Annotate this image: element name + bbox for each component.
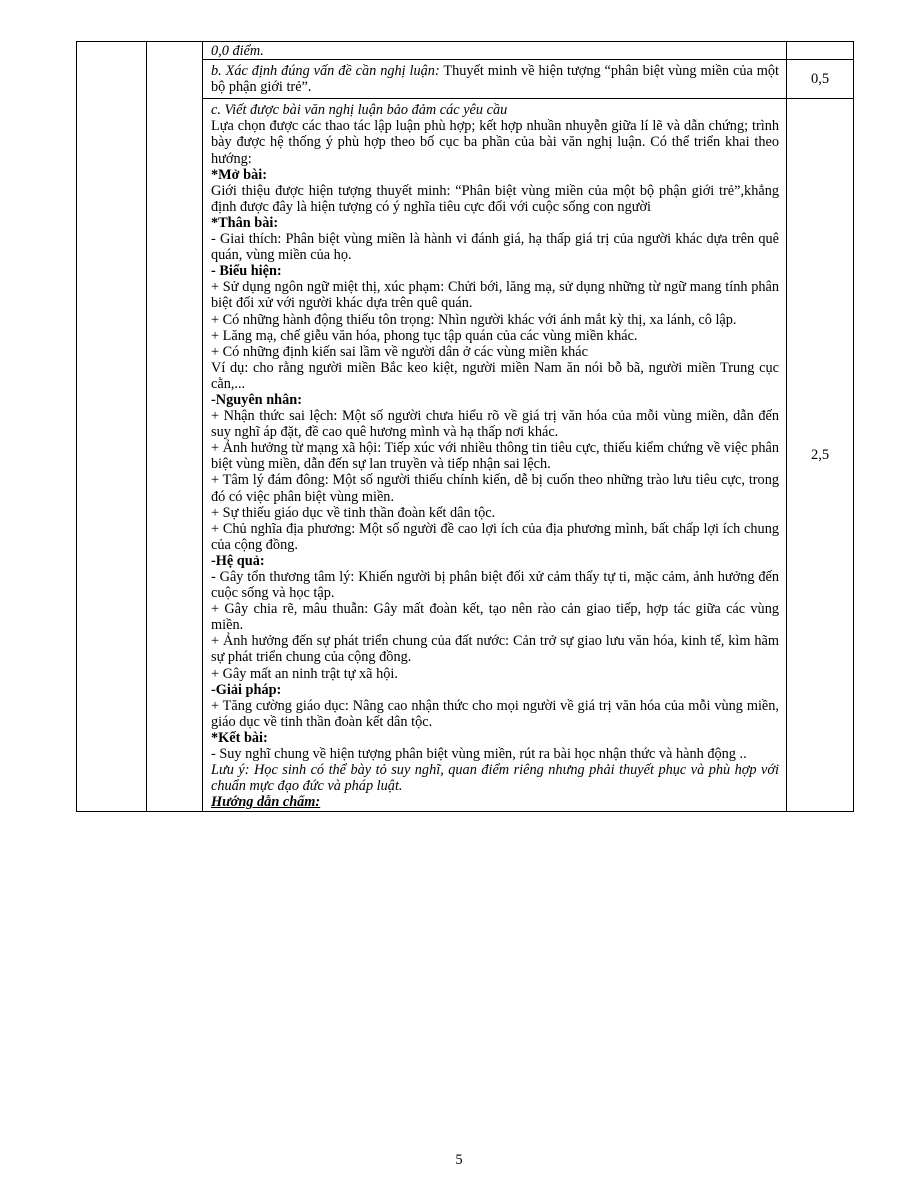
requirement-b-label: b. Xác định đúng vấn đề cần nghị luận: [211,63,440,80]
content-line: - Gây tổn thương tâm lý: Khiến người bị phân biệt đối xử cảm thấy tự ti, mặc cảm, ảnh hưởng đến cuộc sống và học tập. [211,569,779,602]
content-line: Hướng dẫn chấm: [211,794,321,811]
content-line: Giới thiệu được hiện tượng thuyết minh: “Phân biệt vùng miền của một bộ phận giới trẻ”,khẳng định được đây là hiện tượng có ý nghĩa tiêu cực đối với cuộc sống con người [211,182,779,215]
content-cell [203,42,787,60]
content-line: - Suy nghĩ chung về hiện tượng phân biệt vùng miền, rút ra bài học nhận thức và hành động .. [211,746,747,763]
section-cell [147,42,203,812]
content-cell [203,99,787,812]
content-line: + Gây mất an ninh trật tự xã hội. [211,665,398,682]
answer-key-table-wrapper [76,41,853,812]
requirement-b [211,63,779,95]
score-note: 0,0 điểm. [211,43,264,59]
content-line: + Có những định kiến sai lầm về người dân ở các vùng miền khác [211,343,588,360]
requirement-c-body [203,99,786,811]
page-number: 5 [455,1152,463,1168]
requirement-b-text: Thuyết minh về hiện tượng “phân biệt vùng miền của một bộ phận giới trẻ”. [211,63,780,96]
content-line: + Ảnh hưởng đến sự phát triển chung của đất nước: Cản trở sự giao lưu văn hóa, kinh tế, kìm hãm sự phát triển chung của cộng đồng. [211,633,779,666]
content-line: *Mở bài: [211,166,267,183]
content-line: Ví dụ: cho rằng người miền Bắc keo kiệt, người miền Nam ăn nói bỗ bã, người miền Trung cục cằn,... [211,359,779,392]
table-row [77,42,854,60]
content-line: -Hệ quả: [211,552,265,569]
content-line: + Gây chia rẽ, mâu thuẫn: Gây mất đoàn kết, tạo nên rào cản giao tiếp, hợp tác giữa các vùng miền. [211,601,779,634]
content-line: + Ảnh hưởng từ mạng xã hội: Tiếp xúc với nhiều thông tin tiêu cực, thiếu kiểm chứng về việc phân biệt vùng miền, dẫn đến sự lan truyền và tiếp nhận sai lệch. [211,440,779,473]
score-cell [787,42,854,60]
score-cell: 2,5 [787,99,854,812]
content-line: c. Viết được bài văn nghị luận bảo đảm các yêu cầu [211,102,508,119]
content-line: + Sự thiếu giáo dục về tinh thần đoàn kết dân tộc. [211,504,496,521]
question-cell [77,42,147,812]
content-line: Lựa chọn được các thao tác lập luận phù hợp; kết hợp nhuần nhuyễn giữa lí lẽ và dẫn chứng; trình bày được hệ thống ý phù hợp theo bố cục ba phần của bài văn nghị luận. Có thể triển khai theo hướng: [211,118,779,167]
score-cell: 0,5 [787,60,854,99]
content-line: -Nguyên nhân: [211,391,302,408]
content-line: *Thân bài: [211,214,279,231]
content-line: + Tăng cường giáo dục: Nâng cao nhận thức cho mọi người về giá trị văn hóa của mỗi vùng miền, giáo dục về tinh thần đoàn kết dân tộc. [211,697,779,730]
content-line: + Nhận thức sai lệch: Một số người chưa hiểu rõ về giá trị văn hóa của mỗi vùng miền, dẫn đến suy nghĩ áp đặt, đề cao quê hương mình và hạ thấp nơi khác. [211,408,779,441]
content-line: + Chủ nghĩa địa phương: Một số người đề cao lợi ích của địa phương mình, bất chấp lợi ích chung của cộng đồng. [211,520,779,553]
content-line: *Kết bài: [211,729,268,746]
content-line: - Giai thích: Phân biệt vùng miền là hành vi đánh giá, hạ thấp giá trị của người khác dựa trên quê quán, vùng miền của họ. [211,231,779,264]
content-cell [203,60,787,99]
content-line: + Sử dụng ngôn ngữ miệt thị, xúc phạm: Chửi bới, lăng mạ, sử dụng những từ ngữ mang tính phân biệt đối xử với người khác dựa trên quê quán. [211,279,779,312]
content-line: -Giải pháp: [211,681,282,698]
content-line: + Tâm lý đám đông: Một số người thiếu chính kiến, dễ bị cuốn theo những trào lưu tiêu cực, trong đó có việc phân biệt vùng miền. [211,472,779,505]
content-line: Lưu ý: Học sinh có thể bày tỏ suy nghĩ, quan điểm riêng nhưng phải thuyết phục và phù hợp với chuẩn mực đạo đức và pháp luật. [211,762,779,795]
content-line: + Lăng mạ, chế giễu văn hóa, phong tục tập quán của các vùng miền khác. [211,327,638,344]
content-line: - Biểu hiện: [211,263,282,280]
answer-key-table [76,41,854,812]
content-line: + Có những hành động thiếu tôn trọng: Nhìn người khác với ánh mắt kỳ thị, xa lánh, cô lập. [211,311,737,328]
